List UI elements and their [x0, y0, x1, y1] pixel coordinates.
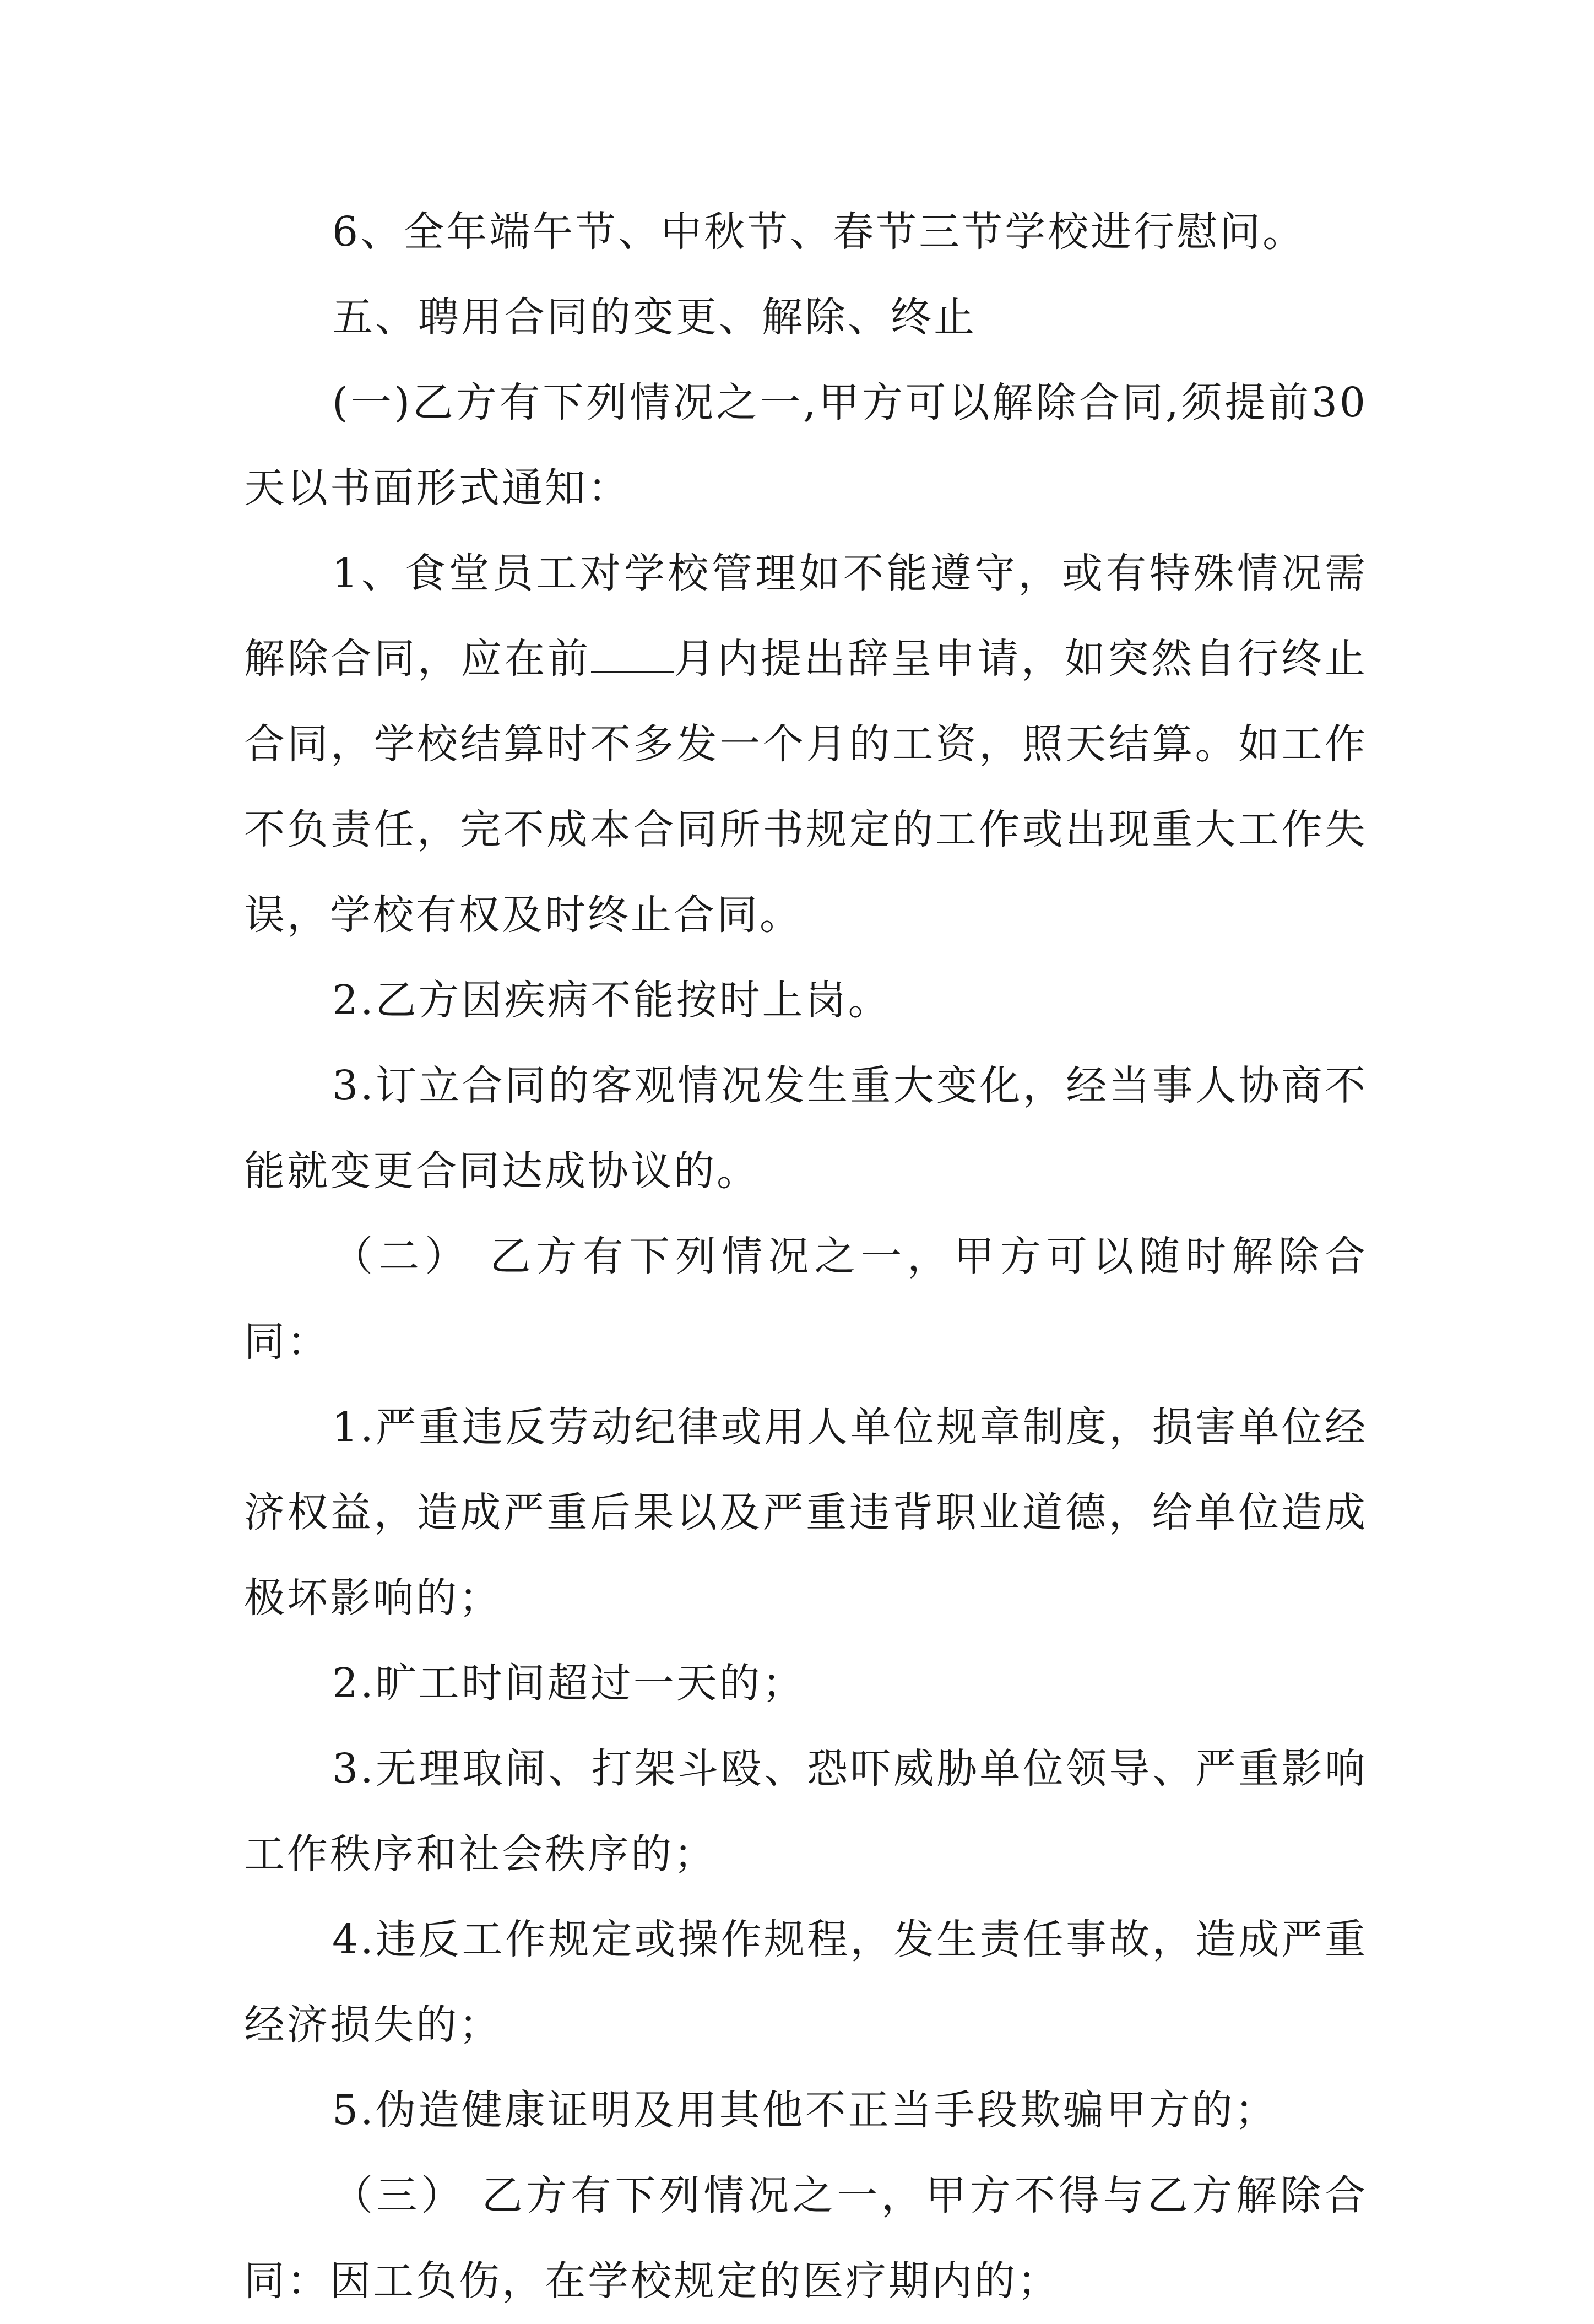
paragraph-immediate-termination: （二） 乙方有下列情况之一，甲方可以随时解除合同： [244, 1233, 1368, 1366]
paragraph-item-3-circumstances: 3.订立合同的客观情况发生重大变化，经当事人协商不能就变更合同达成协议的。 [244, 1062, 1368, 1195]
paragraph-work-accident: 4.违反工作规定或操作规程，发生责任事故，造成严重经济损失的； [244, 1916, 1368, 2049]
section-heading-contract-changes: 五、聘用合同的变更、解除、终止 [332, 294, 977, 341]
paragraph-absenteeism: 2.旷工时间超过一天的； [332, 1660, 805, 1707]
paragraph-no-termination: （三） 乙方有下列情况之一，甲方不得与乙方解除合同：因工负伤，在学校规定的医疗期内的； [244, 2172, 1368, 2305]
paragraph-mid-autumn-benefits: 6、全年端午节、中秋节、春节三节学校进行慰问。 [332, 208, 1306, 256]
paragraph-forged-certificate: 5.伪造健康证明及用其他不正当手段欺骗甲方的； [332, 2087, 1278, 2134]
paragraph-violation-discipline: 1.严重违反劳动纪律或用人单位规章制度，损害单位经济权益，造成严重后果以及严重违背职业道德，给单位造成极坏影响的； [244, 1404, 1368, 1622]
document-body [244, 189, 1368, 2324]
fill-in-blank [591, 638, 674, 673]
paragraph-item-2-illness: 2.乙方因疾病不能按时上岗。 [332, 977, 891, 1024]
item-1-text-before: 1、食堂员工对学校管理如不能遵守，或有特殊情况需解除合同，应在前 [244, 550, 1368, 682]
paragraph-disturbance: 3.无理取闹、打架斗殴、恐吓威胁单位领导、严重影响工作秩序和社会秩序的； [244, 1745, 1368, 1878]
paragraph-item-1-resignation [244, 531, 1368, 958]
item-1-text-after: 月内提出辞呈申请，如突然自行终止合同，学校结算时不多发一个月的工资，照天结算。如工作不负责任，完不成本合同所书规定的工作或出现重大工作失误，学校有权及时终止合同。 [244, 635, 1368, 939]
paragraph-termination-with-notice: (一)乙方有下列情况之一,甲方可以解除合同,须提前30天以书面形式通知： [244, 379, 1368, 512]
